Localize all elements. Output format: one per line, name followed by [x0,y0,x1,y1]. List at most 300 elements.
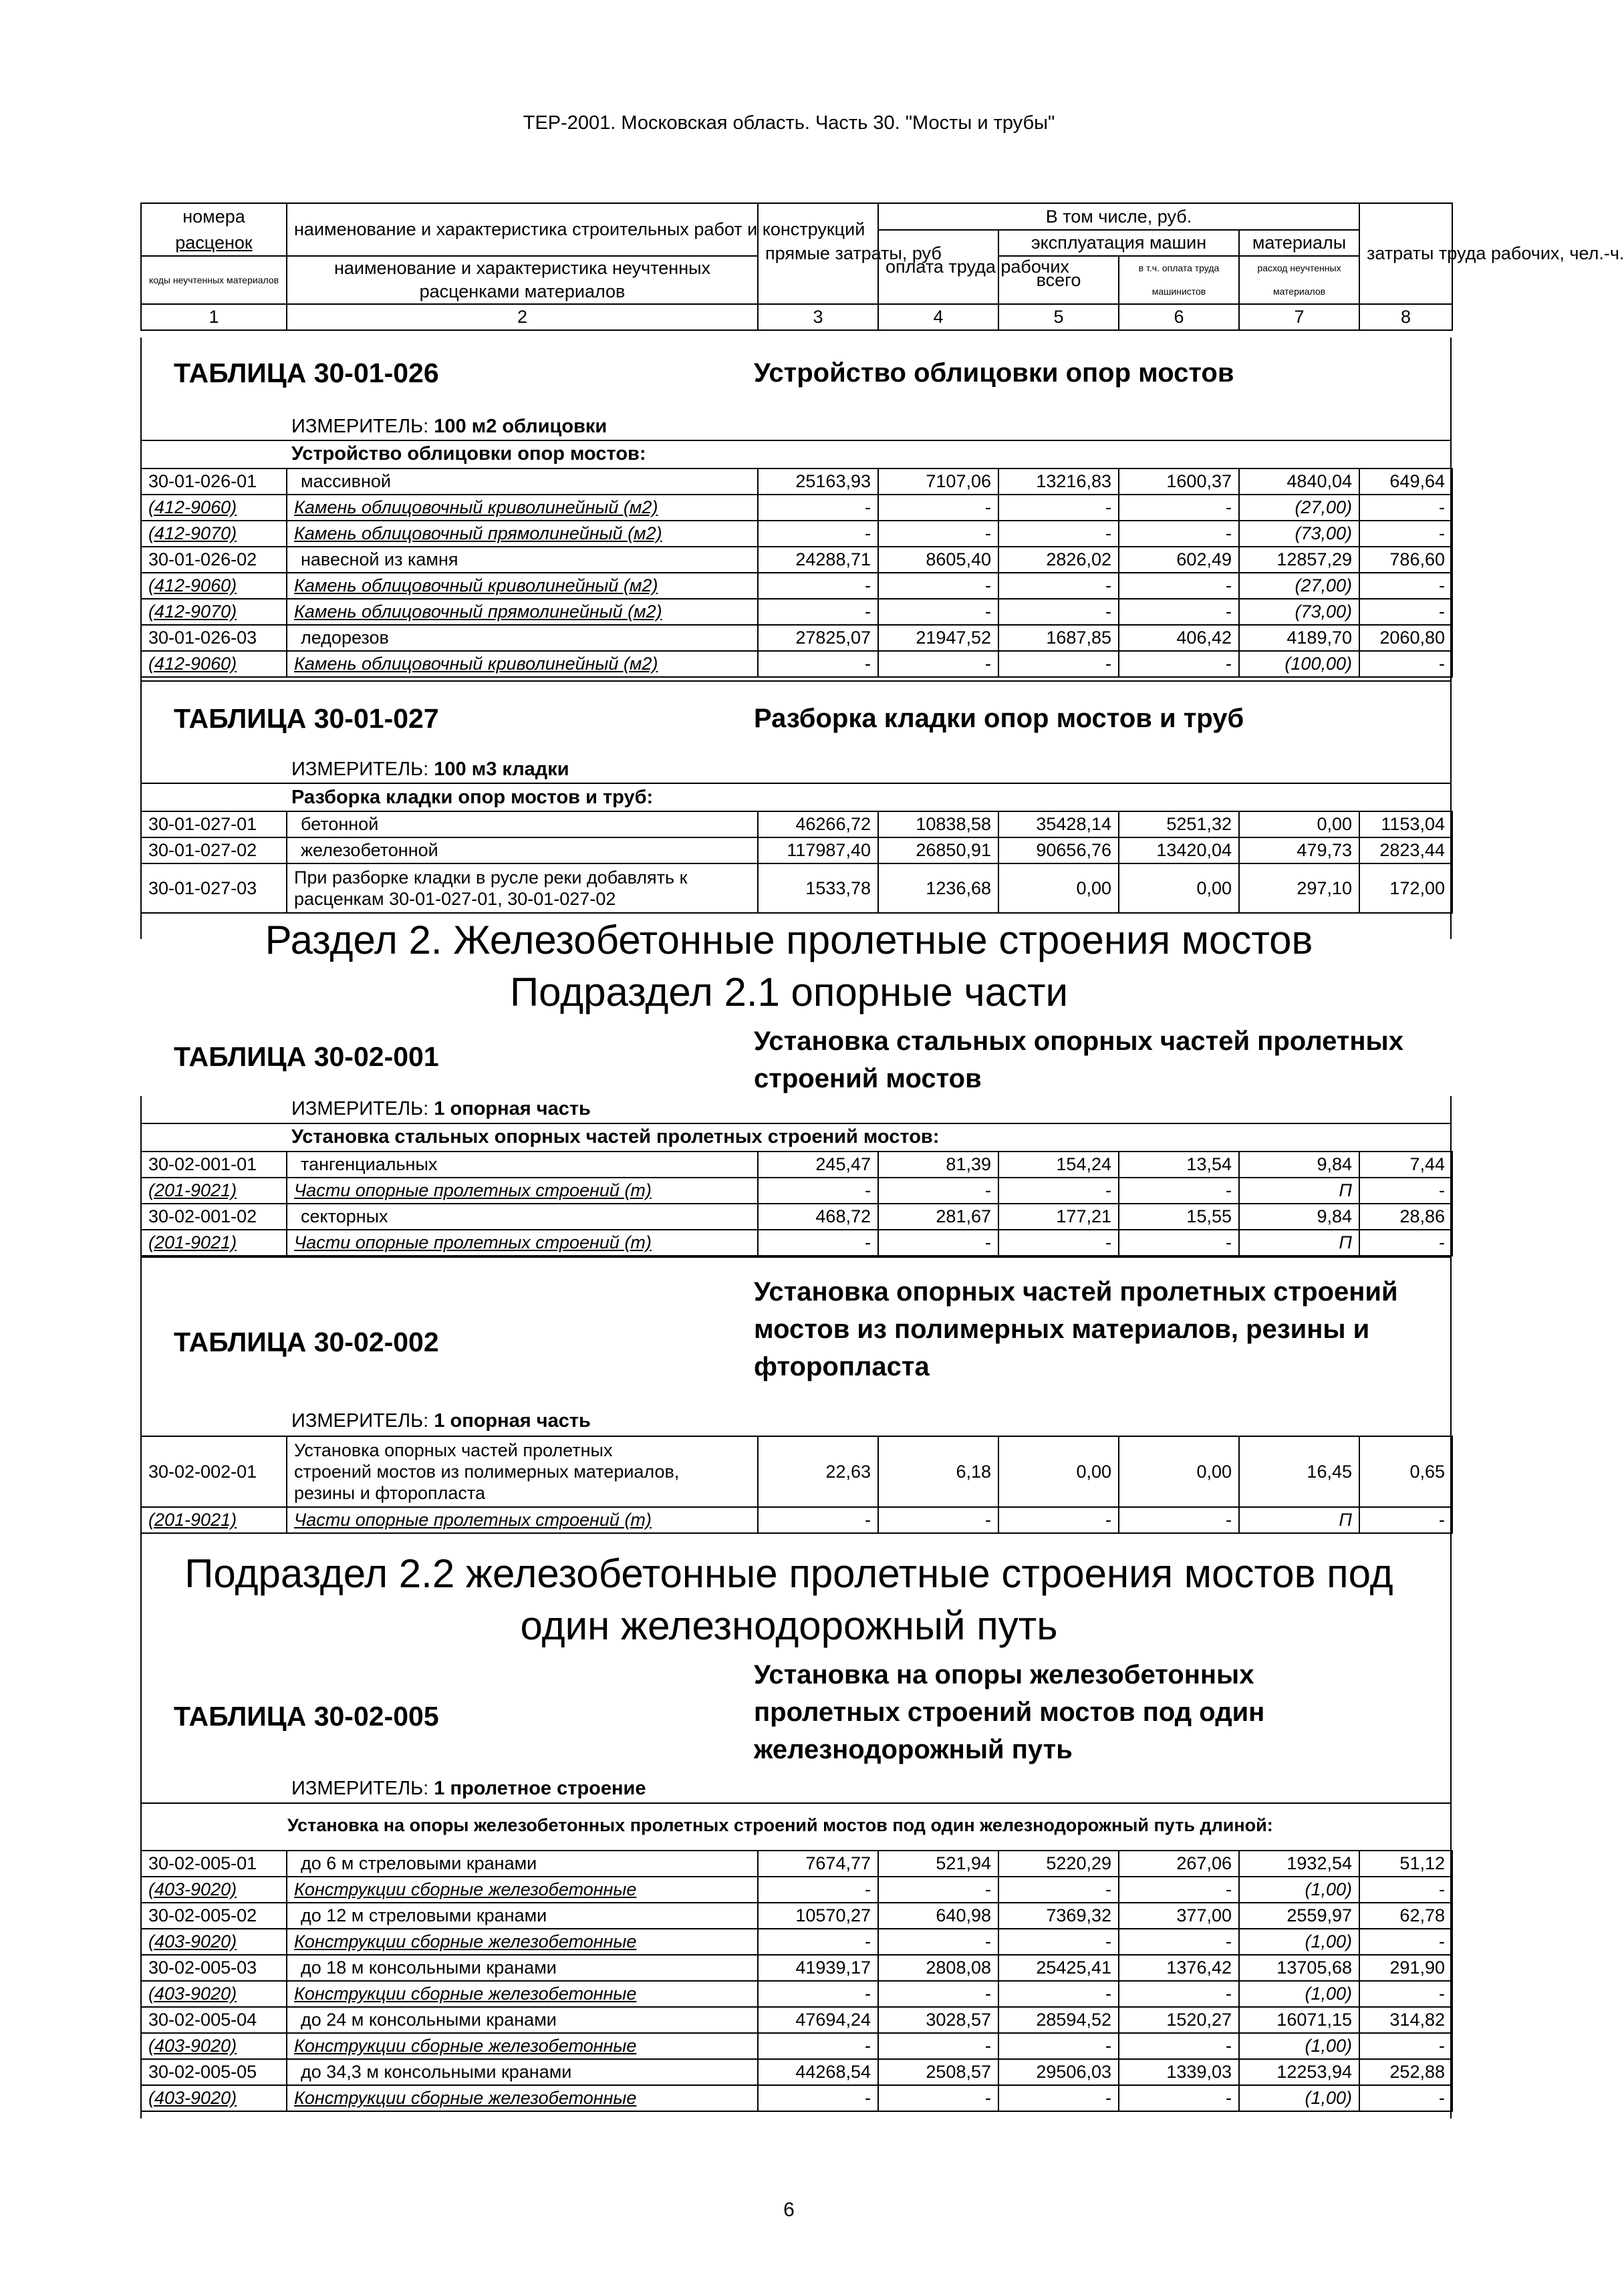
machines-total: 90656,76 [998,837,1119,863]
table-row [141,1204,1452,1230]
machinist-pay: 13420,04 [1119,837,1239,863]
rate-code: 30-02-005-03 [141,1955,287,1981]
material-name: Части опорные пролетных строений (т) [287,1178,758,1204]
material-code: (403-9020) [141,1929,287,1955]
materials-cost: 1932,54 [1239,1851,1359,1877]
machinist-pay: 0,00 [1119,1436,1239,1507]
divider [140,783,1452,784]
machinist-pay: - [1119,1929,1239,1955]
col-num-1: 1 [141,304,287,330]
labor-hours: 649,64 [1359,468,1452,495]
machines-total: - [998,521,1119,547]
machinist-pay: - [1119,1230,1239,1256]
rates-table [140,1436,1453,1534]
table-description: Установка стальных опорных частей пролетных строений мостов [754,1027,1403,1093]
table-description: Установка на опоры железобетонных пролетных строений мостов под один железнодорожный путь [754,1660,1265,1764]
labor-pay: 281,67 [878,1204,998,1230]
machines-total: 28594,52 [998,2007,1119,2033]
machines-total: - [998,2085,1119,2111]
table-row [141,1981,1452,2007]
machinist-pay: - [1119,1178,1239,1204]
labor-pay: - [878,2033,998,2059]
material-code: (403-9020) [141,1877,287,1903]
col-num-6: 6 [1119,304,1239,330]
table-row [141,547,1452,573]
direct-cost: 24288,71 [758,547,878,573]
labor-pay: 1236,68 [878,863,998,913]
labor-hours: 7,44 [1359,1152,1452,1178]
labor-hours: 51,12 [1359,1851,1452,1877]
material-name: Конструкции сборные железобетонные [287,1877,758,1903]
direct-cost: 27825,07 [758,625,878,651]
group-heading: Установка стальных опорных частей пролетных строений мостов: [291,1126,940,1148]
rate-name: до 6 м стреловыми кранами [287,1851,758,1877]
material-name: Конструкции сборные железобетонные [287,1981,758,2007]
labor-hours: 252,88 [1359,2059,1452,2085]
direct-cost: - [758,1929,878,1955]
labor-pay: 2508,57 [878,2059,998,2085]
machines-total: 0,00 [998,1436,1119,1507]
col-num-7: 7 [1239,304,1359,330]
labor-pay: - [878,1507,998,1533]
machines-total: 29506,03 [998,2059,1119,2085]
material-code: (403-9020) [141,1981,287,2007]
rates-table [140,1850,1453,2112]
rate-code: 30-01-026-03 [141,625,287,651]
table-row [141,863,1452,913]
labor-pay: - [878,573,998,599]
col-head-pay: оплата труда рабочих [878,230,998,304]
labor-pay: 640,98 [878,1903,998,1929]
direct-cost: 7674,77 [758,1851,878,1877]
table-description: Устройство облицовки опор мостов [754,358,1234,388]
machinist-pay: - [1119,521,1239,547]
labor-pay: 521,94 [878,1851,998,1877]
machines-total: - [998,573,1119,599]
machinist-pay: - [1119,1877,1239,1903]
machines-total: 0,00 [998,863,1119,913]
measure-unit: ИЗМЕРИТЕЛЬ: 1 пролетное строение [291,1778,646,1799]
material-code: (412-9060) [141,495,287,521]
materials-cost: 479,73 [1239,837,1359,863]
table-row [141,1929,1452,1955]
rate-code: 30-02-001-02 [141,1204,287,1230]
machinist-pay: - [1119,2033,1239,2059]
group-heading: Разборка кладки опор мостов и труб: [291,787,654,808]
machinist-pay: 5251,32 [1119,811,1239,837]
direct-cost: - [758,1178,878,1204]
direct-cost: - [758,1877,878,1903]
materials-cost: 9,84 [1239,1204,1359,1230]
material-name: Камень облицовочный криволинейный (м2) [287,495,758,521]
materials-cost: 2559,97 [1239,1903,1359,1929]
material-usage: (27,00) [1239,573,1359,599]
col-num-2: 2 [287,304,758,330]
table-row [141,2033,1452,2059]
machines-total: - [998,1877,1119,1903]
material-code: (201-9021) [141,1230,287,1256]
labor-pay: 10838,58 [878,811,998,837]
material-usage: (1,00) [1239,2085,1359,2111]
table-description: Установка опорных частей пролетных строений мостов из полимерных материалов, резины и фторопласта [754,1277,1398,1381]
machinist-pay: - [1119,599,1239,625]
divider [140,680,1452,682]
labor-hours: - [1359,1178,1452,1204]
divider [140,440,1452,441]
table-row [141,468,1452,495]
rate-name: навесной из камня [287,547,758,573]
table-row [141,521,1452,547]
rate-code: 30-01-026-02 [141,547,287,573]
machines-total: 7369,32 [998,1903,1119,1929]
col-head-code-1: номера [141,203,287,230]
machines-total: - [998,1230,1119,1256]
labor-hours: 28,86 [1359,1204,1452,1230]
material-code: (403-9020) [141,2085,287,2111]
divider [140,1256,1452,1258]
machinist-pay: 13,54 [1119,1152,1239,1178]
col-head-mach-pay: в т.ч. оплата труда машинистов [1119,256,1239,304]
direct-cost: 117987,40 [758,837,878,863]
labor-pay: 21947,52 [878,625,998,651]
materials-cost: 4840,04 [1239,468,1359,495]
subsection-title-cont: один железнодорожный путь [520,1603,1058,1648]
machines-total: 1687,85 [998,625,1119,651]
table-title: ТАБЛИЦА 30-01-026 [174,358,439,388]
direct-cost: 10570,27 [758,1903,878,1929]
col-num-5: 5 [998,304,1119,330]
machinist-pay: 1376,42 [1119,1955,1239,1981]
col-head-in-total: В том числе, руб. [878,203,1359,230]
labor-hours: 1153,04 [1359,811,1452,837]
material-usage: (100,00) [1239,651,1359,677]
col-head-mat-use: расход неучтенных материалов [1239,256,1359,304]
material-name: Камень облицовочный прямолинейный (м2) [287,599,758,625]
table-description: Разборка кладки опор мостов и труб [754,704,1244,733]
table-row [141,625,1452,651]
material-usage: П [1239,1507,1359,1533]
table-title: ТАБЛИЦА 30-02-001 [174,1041,439,1072]
machinist-pay: 267,06 [1119,1851,1239,1877]
labor-hours: 62,78 [1359,1903,1452,1929]
machines-total: - [998,651,1119,677]
material-name: Камень облицовочный прямолинейный (м2) [287,521,758,547]
rates-table [140,1151,1453,1256]
divider [140,1123,1452,1124]
col-head-name-2: наименование и характеристика неучтенных расценками материалов [287,256,758,304]
machinist-pay: 602,49 [1119,547,1239,573]
table-title: ТАБЛИЦА 30-02-002 [174,1327,439,1357]
column-header [140,203,1624,331]
direct-cost: - [758,599,878,625]
table-30-02-001 [140,1151,1452,1256]
measure-unit: ИЗМЕРИТЕЛЬ: 100 м3 кладки [291,759,569,780]
table-row [141,1436,1452,1507]
machines-total: - [998,495,1119,521]
table-row [141,1851,1452,1877]
material-code: (412-9070) [141,521,287,547]
labor-hours: - [1359,1877,1452,1903]
machinist-pay: - [1119,1507,1239,1533]
machines-total: - [998,1178,1119,1204]
machines-total: 154,24 [998,1152,1119,1178]
rate-name: секторных [287,1204,758,1230]
rate-name: ледорезов [287,625,758,651]
direct-cost: - [758,1507,878,1533]
table-row [141,1877,1452,1903]
col-head-direct: прямые затраты, руб [758,203,878,304]
material-code: (412-9060) [141,651,287,677]
table-30-01-027 [140,811,1452,914]
materials-cost: 16,45 [1239,1436,1359,1507]
labor-hours: - [1359,1929,1452,1955]
materials-cost: 9,84 [1239,1152,1359,1178]
labor-pay: - [878,1178,998,1204]
machinist-pay: 1339,03 [1119,2059,1239,2085]
labor-pay: - [878,1230,998,1256]
labor-pay: - [878,521,998,547]
col-head-materials: материалы [1239,230,1359,256]
rate-name [287,863,758,913]
table-row [141,1955,1452,1981]
direct-cost: - [758,1981,878,2007]
rate-code: 30-02-002-01 [141,1436,287,1507]
labor-pay: - [878,1877,998,1903]
labor-hours: 314,82 [1359,2007,1452,2033]
material-usage: (1,00) [1239,1877,1359,1903]
labor-hours: 172,00 [1359,863,1452,913]
machines-total: - [998,1507,1119,1533]
labor-hours: - [1359,521,1452,547]
subsection-title: Подраздел 2.2 железобетонные пролетные строения мостов под [184,1551,1393,1596]
machines-total: - [998,2033,1119,2059]
rate-code: 30-01-027-01 [141,811,287,837]
labor-pay: - [878,495,998,521]
divider [140,1802,1452,1804]
direct-cost: 245,47 [758,1152,878,1178]
table-title: ТАБЛИЦА 30-01-027 [174,703,439,734]
labor-hours: - [1359,1507,1452,1533]
rate-code: 30-01-027-02 [141,837,287,863]
rate-name: тангенциальных [287,1152,758,1178]
labor-pay: 81,39 [878,1152,998,1178]
rate-name: до 34,3 м консольными кранами [287,2059,758,2085]
labor-hours: - [1359,2085,1452,2111]
machinist-pay: 1520,27 [1119,2007,1239,2033]
material-name: Части опорные пролетных строений (т) [287,1230,758,1256]
direct-cost: 47694,24 [758,2007,878,2033]
material-code: (201-9021) [141,1178,287,1204]
measure-unit: ИЗМЕРИТЕЛЬ: 100 м2 облицовки [291,416,607,437]
machines-total: - [998,1929,1119,1955]
table-row [141,2059,1452,2085]
table-row [141,599,1452,625]
machines-total: - [998,1981,1119,2007]
materials-cost: 12253,94 [1239,2059,1359,2085]
machinist-pay: - [1119,1981,1239,2007]
col-num-4: 4 [878,304,998,330]
labor-hours: - [1359,1230,1452,1256]
rate-name: бетонной [287,811,758,837]
rates-table [140,811,1453,914]
table-row [141,1152,1452,1178]
group-heading: Установка на опоры железобетонных пролетных строений мостов под один железнодорожный путь длиной: [287,1815,1273,1835]
direct-cost: 1533,78 [758,863,878,913]
direct-cost: - [758,495,878,521]
materials-cost: 13705,68 [1239,1955,1359,1981]
col-head-name-1: наименование и характеристика строительных работ и конструкций [287,203,758,256]
machines-total: 5220,29 [998,1851,1119,1877]
rate-name: железобетонной [287,837,758,863]
group-heading: Устройство облицовки опор мостов: [291,443,646,464]
rate-code: 30-02-005-02 [141,1903,287,1929]
labor-hours: 291,90 [1359,1955,1452,1981]
col-num-3: 3 [758,304,878,330]
rate-name: массивной [287,468,758,495]
table-30-01-026 [140,468,1452,678]
direct-cost: - [758,1230,878,1256]
col-head-machines: эксплуатация машин [998,230,1239,256]
rate-code: 30-01-026-01 [141,468,287,495]
page-header: ТЕР-2001. Московская область. Часть 30. "Мосты и трубы" [523,112,1055,134]
table-row [141,1903,1452,1929]
table-row [141,651,1452,677]
column-header-table [140,203,1624,331]
direct-cost: - [758,573,878,599]
material-usage: (1,00) [1239,1981,1359,2007]
labor-hours: - [1359,599,1452,625]
machines-total: - [998,599,1119,625]
material-name: Камень облицовочный криволинейный (м2) [287,573,758,599]
materials-cost: 297,10 [1239,863,1359,913]
materials-cost: 4189,70 [1239,625,1359,651]
materials-cost: 12857,29 [1239,547,1359,573]
machinist-pay: 15,55 [1119,1204,1239,1230]
rate-code: 30-02-005-01 [141,1851,287,1877]
measure-unit: ИЗМЕРИТЕЛЬ: 1 опорная часть [291,1410,591,1432]
rate-name: до 12 м стреловыми кранами [287,1903,758,1929]
table-30-02-002 [140,1436,1452,1534]
table-title: ТАБЛИЦА 30-02-005 [174,1701,439,1732]
material-usage: (1,00) [1239,2033,1359,2059]
machinist-pay: - [1119,573,1239,599]
machinist-pay: - [1119,495,1239,521]
machinist-pay: 377,00 [1119,1903,1239,1929]
direct-cost: 22,63 [758,1436,878,1507]
direct-cost: 46266,72 [758,811,878,837]
col-head-labor: затраты труда рабочих, чел.-ч. [1359,203,1452,304]
machinist-pay: 1600,37 [1119,468,1239,495]
material-usage: (1,00) [1239,1929,1359,1955]
labor-hours: - [1359,651,1452,677]
direct-cost: 41939,17 [758,1955,878,1981]
table-row [141,837,1452,863]
rate-code: 30-02-005-04 [141,2007,287,2033]
labor-hours: 2060,80 [1359,625,1452,651]
table-row [141,1507,1452,1533]
rate-name-line: При разборке кладки в русле реки добавлять к [294,867,688,888]
material-name: Части опорные пролетных строений (т) [287,1507,758,1533]
direct-cost: 25163,93 [758,468,878,495]
page-number: 6 [783,2199,795,2221]
direct-cost: - [758,521,878,547]
labor-pay: 26850,91 [878,837,998,863]
table-30-02-005 [140,1850,1452,2112]
col-num-8: 8 [1359,304,1452,330]
material-usage: П [1239,1178,1359,1204]
section-title: Раздел 2. Железобетонные пролетные строения мостов [265,918,1313,962]
machines-total: 35428,14 [998,811,1119,837]
table-row [141,2085,1452,2111]
material-usage: (73,00) [1239,599,1359,625]
labor-hours: - [1359,2033,1452,2059]
labor-hours: - [1359,495,1452,521]
labor-pay: 3028,57 [878,2007,998,2033]
labor-hours: 2823,44 [1359,837,1452,863]
machinist-pay: - [1119,651,1239,677]
labor-pay: - [878,599,998,625]
labor-pay: 2808,08 [878,1955,998,1981]
machines-total: 13216,83 [998,468,1119,495]
subsection-title: Подраздел 2.1 опорные части [509,970,1069,1015]
table-row [141,1230,1452,1256]
material-usage: П [1239,1230,1359,1256]
direct-cost: - [758,2085,878,2111]
col-head-code-3: коды неучтенных материалов [141,256,287,304]
material-name: Конструкции сборные железобетонные [287,1929,758,1955]
direct-cost: - [758,2033,878,2059]
measure-unit: ИЗМЕРИТЕЛЬ: 1 опорная часть [291,1098,591,1119]
machines-total: 177,21 [998,1204,1119,1230]
material-name: Конструкции сборные железобетонные [287,2085,758,2111]
rate-code: 30-02-005-05 [141,2059,287,2085]
materials-cost: 0,00 [1239,811,1359,837]
table-row [141,573,1452,599]
labor-pay: - [878,2085,998,2111]
machinist-pay: 0,00 [1119,863,1239,913]
direct-cost: - [758,651,878,677]
table-row [141,811,1452,837]
labor-hours: - [1359,573,1452,599]
rate-code: 30-02-001-01 [141,1152,287,1178]
direct-cost: 44268,54 [758,2059,878,2085]
labor-pay: 8605,40 [878,547,998,573]
labor-pay: 6,18 [878,1436,998,1507]
material-code: (412-9070) [141,599,287,625]
table-row [141,495,1452,521]
rate-code: 30-01-027-03 [141,863,287,913]
machines-total: 2826,02 [998,547,1119,573]
labor-hours: - [1359,1981,1452,2007]
material-code: (412-9060) [141,573,287,599]
material-code: (403-9020) [141,2033,287,2059]
machines-total: 25425,41 [998,1955,1119,1981]
material-code: (201-9021) [141,1507,287,1533]
col-head-code-2: расценок [141,230,287,256]
material-name: Камень облицовочный криволинейный (м2) [287,651,758,677]
direct-cost: 468,72 [758,1204,878,1230]
material-name: Конструкции сборные железобетонные [287,2033,758,2059]
labor-hours: 0,65 [1359,1436,1452,1507]
rate-name: до 24 м консольными кранами [287,2007,758,2033]
table-row [141,2007,1452,2033]
machinist-pay: 406,42 [1119,625,1239,651]
rate-name-line: расценкам 30-01-027-01, 30-01-027-02 [294,889,616,909]
rates-table [140,468,1453,678]
material-usage: (27,00) [1239,495,1359,521]
labor-hours: 786,60 [1359,547,1452,573]
rate-name: до 18 м консольными кранами [287,1955,758,1981]
